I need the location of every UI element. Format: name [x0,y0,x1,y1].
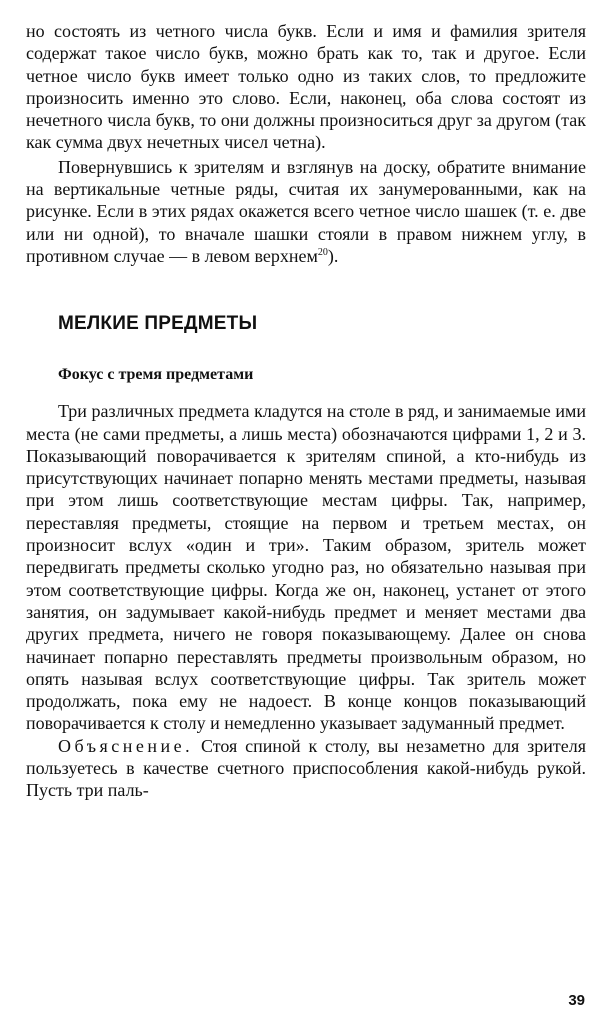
book-page [26,20,586,802]
body-paragraph-text: Повернувшись к зрителям и взглянув на доску, обратите внимание на вертикальные четные ряды, считая их занумерованными, как на рисунке. Если в этих рядах окажется всего четное число шашек (т. е. две или ни одной), то вначале шашки стояли в правом нижнем углу, в противном случае — в левом верхнем [26,156,586,266]
body-paragraph: Три различных предмета кладутся на столе в ряд, и занимаемые ими места (не сами предметы, а лишь места) обозначаются цифрами 1, 2 и 3. Показывающий поворачивается к зрителям спиной, а кто-нибудь из присутствующих начинает попарно менять местами предметы, называя при этом лишь соответствующие местам цифры. Так, например, переставляя предметы, стоящие на первом и третьем местах, он произносит вслух «один и три». Таким образом, зритель может передвигать предметы сколько угодно раз, но обязательно называя при этом соответствующие цифры. Когда же он, наконец, устанет от этого занятия, он задумывает какой-нибудь предмет и меняет местами два других предмета, ничего не говоря показывающему. Далее он снова начинает попарно переставлять предметы произвольным образом, но опять называя вслух соответствующие цифры. Так зритель может продолжать, пока ему не надоест. В конце концов показывающий поворачивается к столу и немедленно указывает задуманный предмет. [26,401,586,734]
section-heading: МЕЛКИЕ ПРЕДМЕТЫ [58,313,258,335]
explanation-label: Объяснение. [58,735,194,756]
page-number: 39 [568,992,585,1009]
closing-punctuation: ). [327,245,339,266]
subsection-heading: Фокус с тремя предметами [58,366,254,384]
footnote-reference: 20 [317,246,328,258]
body-paragraph [26,156,586,267]
body-paragraph: но состоять из четного числа букв. Если и имя и фамилия зрителя содержат такое число букв, можно брать как то, так и другое. Если четное число букв имеет только одно из таких слов, то предложите произносить именно это слово. Если, наконец, оба слова состоят из нечетного числа букв, то они должны произноситься друг за другом (так как сумма двух нечетных чисел четна). [26,21,586,153]
explanation-text: Стоя спиной к столу, вы незаметно для зрителя пользуетесь в качестве счетного приспособления какой-нибудь рукой. Пусть три паль- [26,735,586,801]
explanation-paragraph [26,735,586,802]
